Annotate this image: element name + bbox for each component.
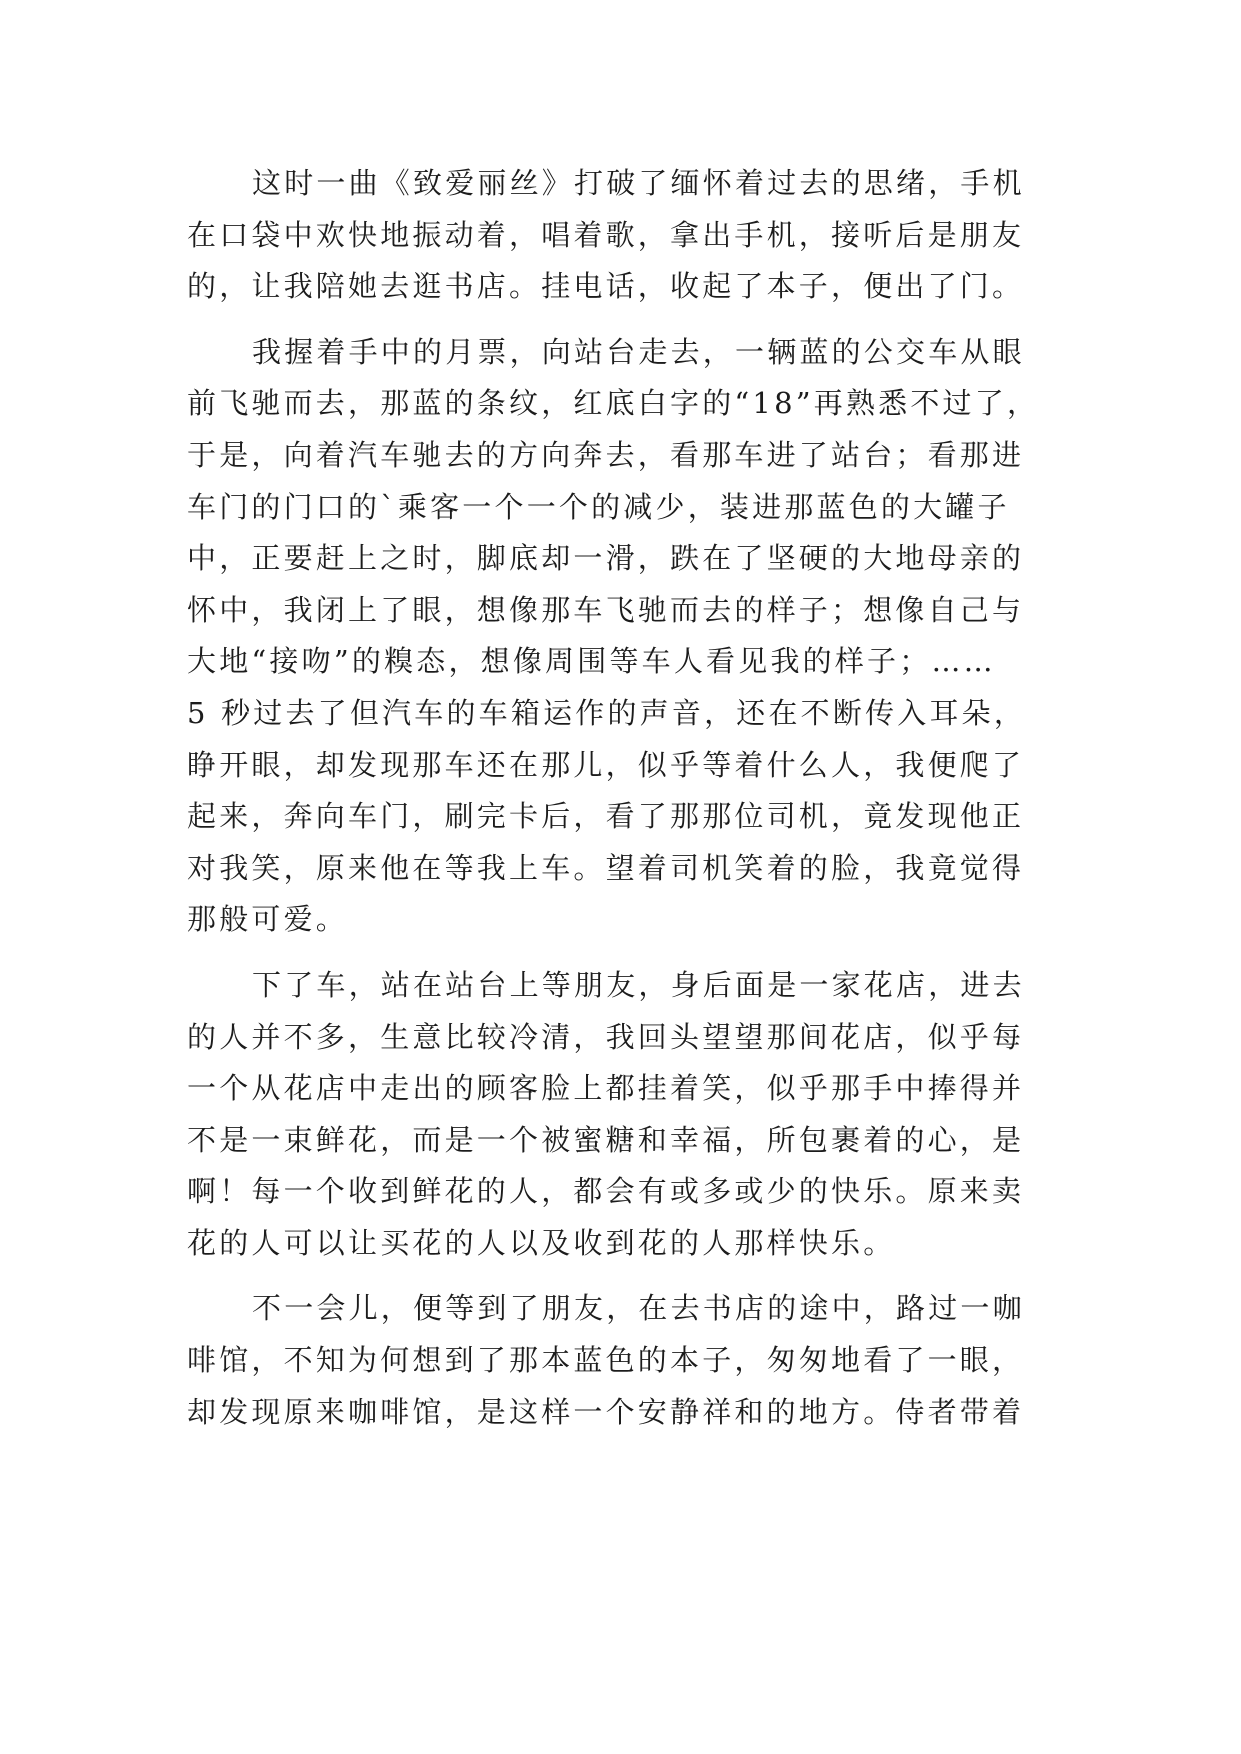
text-line: 啡馆，不知为何想到了那本蓝色的本子，匆匆地看了一眼， [187,1343,1025,1378]
text-line: 中，正要赶上之时，脚底却一滑，跌在了坚硬的大地母亲的 [187,541,1025,576]
text-line: 对我笑，原来他在等我上车。望着司机笑着的脸，我竟觉得 [187,850,1025,885]
text-line: 却发现原来咖啡馆，是这样一个安静祥和的地方。侍者带着 [187,1394,1025,1429]
text-line: 大地“接吻”的糗态，想像周围等车人看见我的样子；…… [187,644,996,679]
text-line: 花的人可以让买花的人以及收到花的人那样快乐。 [187,1225,896,1260]
text-line: 5 秒过去了但汽车的车箱运作的声音，还在不断传入耳朵， [187,695,1027,730]
text-line: 怀中，我闭上了眼，想像那车飞驰而去的样子；想像自己与 [187,592,1025,627]
text-line: 于是，向着汽车驰去的方向奔去，看那车进了站台；看那进 [187,437,1025,472]
text-line: 不一会儿，便等到了朋友，在去书店的途中，路过一咖 [252,1291,1025,1326]
text-line: 不是一束鲜花，而是一个被蜜糖和幸福，所包裹着的心，是 [187,1122,1025,1157]
text-line: 这时一曲《致爱丽丝》打破了缅怀着过去的思绪，手机 [252,166,1025,200]
text-line: 下了车，站在站台上等朋友，身后面是一家花店，进去 [252,967,1025,1002]
text-line: 我握着手中的月票，向站台走去，一辆蓝的公交车从眼 [252,334,1025,369]
document-body [187,158,1067,1438]
text-line: 啊！每一个收到鲜花的人，都会有或多或少的快乐。原来卖 [187,1174,1025,1209]
text-line: 那般可爱。 [187,902,349,937]
text-line: 在口袋中欢快地振动着，唱着歌，拿出手机，接听后是朋友 [187,217,1025,252]
text-line: 车门的门口的`乘客一个一个的减少，装进那蓝色的大罐子 [187,489,1010,524]
text-line: 的，让我陪她去逛书店。挂电话，收起了本子，便出了门。 [187,269,1025,304]
text-line: 起来，奔向车门，刷完卡后，看了那那位司机，竟发现他正 [187,799,1025,834]
text-line: 的人并不多，生意比较冷清，我回头望望那间花店，似乎每 [187,1019,1025,1054]
text-line: 睁开眼，却发现那车还在那儿，似乎等着什么人，我便爬了 [187,747,1025,782]
text-line: 前飞驰而去，那蓝的条纹，红底白字的“18”再熟悉不过了， [187,386,1040,421]
text-line: 一个从花店中走出的顾客脸上都挂着笑，似乎那手中捧得并 [187,1071,1025,1106]
